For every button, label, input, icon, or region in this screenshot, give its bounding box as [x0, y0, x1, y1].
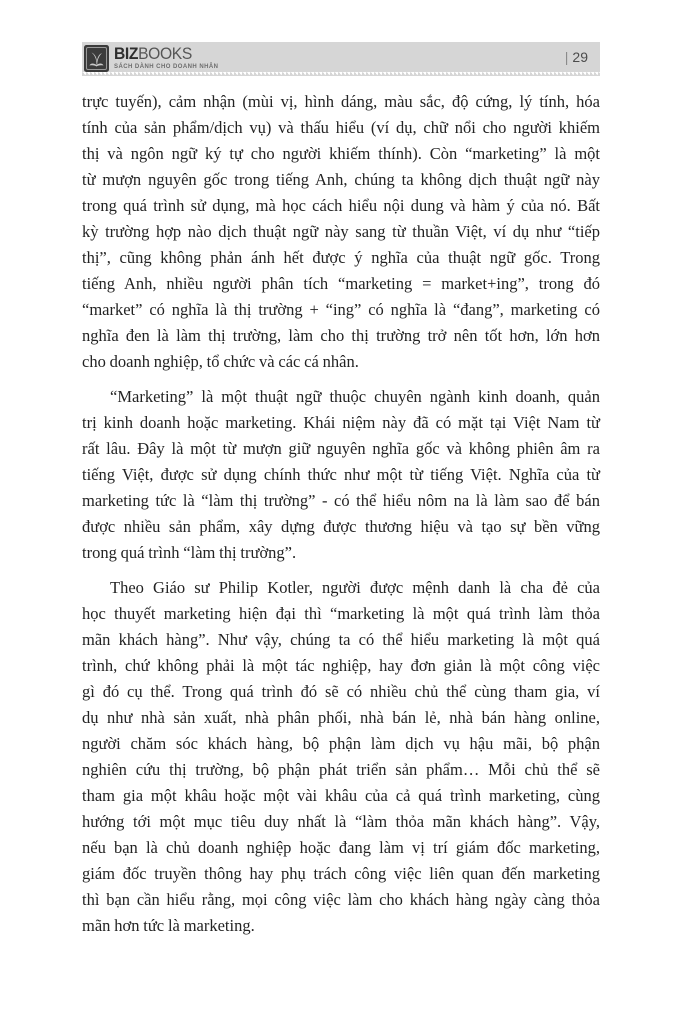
text-line: tính của sản phẩm/dịch vụ) và thấu hiểu (ví dụ, chữ nổi cho người khiếm [82, 118, 600, 137]
page-number-value: 29 [572, 49, 588, 65]
text-line: trực tuyến), cảm nhận (mùi vị, hình dáng, màu sắc, độ cứng, lý tính, hóa [82, 92, 600, 111]
text-line: “market” có nghĩa là thị trường + “ing” có nghĩa là “đang”, marketing có [82, 300, 600, 319]
text-line: được nhiều sản phẩm, xây dựng được thương hiệu và tạo sự bền vững [82, 517, 600, 536]
paragraph [82, 89, 600, 375]
text-line: “Marketing” là một thuật ngữ thuộc chuyên ngành kinh doanh, quản [110, 387, 600, 406]
text-line: rất lâu. Đây là một từ mượn giữ nguyên nghĩa gốc và không phiên âm ra [82, 439, 600, 458]
text-line: thì bạn cần hiểu rằng, mọi công việc làm cho khách hàng ngày càng thỏa [82, 890, 600, 909]
text-line: thị”, cũng không phản ánh hết được ý nghĩa của thuật ngữ gốc. Trong [82, 248, 600, 267]
text-line: marketing tức là “làm thị trường” - có thể hiểu nôm na là làm sao để bán [82, 491, 600, 510]
text-line: giám đốc truyền thông hay phụ trách công việc liên quan đến marketing [82, 864, 600, 883]
text-line: trình, chứ không phải là một tác nghiệp, hay đơn giản là một công việc [82, 656, 600, 675]
text-line: gì đó cụ thể. Trong quá trình đó sẽ có nhiều chủ thể cùng tham gia, ví [82, 682, 600, 701]
brand-text-block [114, 45, 218, 70]
text-line: cho doanh nghiệp, tổ chức và các cá nhân. [82, 352, 359, 371]
page-header [82, 42, 600, 72]
text-line: Theo Giáo sư Philip Kotler, người được mệnh danh là cha đẻ của [110, 578, 600, 597]
page-body [82, 89, 600, 939]
text-line: hướng tới một mục tiêu duy nhất là “làm thỏa mãn khách hàng”. Vậy, [82, 812, 600, 831]
text-line: trong quá trình sử dụng, mà học cách hiểu nội dung và hàm ý của nó. Bất [82, 196, 600, 215]
text-line: nghiên cứu thị trường, bộ phận phát triển sản phẩm… Mỗi chủ thể sẽ [82, 760, 600, 779]
text-line: trong quá trình “làm thị trường”. [82, 543, 297, 562]
brand-secondary-label: BOOKS [138, 43, 192, 63]
text-line: trị kinh doanh hoặc marketing. Khái niệm này đã có mặt tại Việt Nam từ [82, 413, 600, 432]
bizbooks-book-icon [84, 45, 109, 72]
text-line: nghĩa đen là làm thị trường, làm cho thị trường trở nên tốt hơn, lớn hơn [82, 326, 600, 345]
brand-tagline: SÁCH DÀNH CHO DOANH NHÂN [114, 63, 219, 70]
text-line: nếu bạn là chủ doanh nghiệp hoặc đang làm vị trí giám đốc marketing, [82, 838, 600, 857]
page-number-divider: | [564, 49, 569, 65]
paragraph [82, 384, 600, 566]
text-line: mãn khách hàng”. Như vậy, chúng ta có thể hiểu marketing là một quá [82, 630, 600, 649]
text-line: mãn hơn tức là marketing. [82, 916, 255, 935]
text-line: từ mượn nguyên gốc trong tiếng Anh, chúng ta không dịch thuật ngữ này [82, 170, 600, 189]
text-line: dụ như nhà sản xuất, nhà phân phối, nhà bán lẻ, nhà bán hàng online, [82, 708, 600, 727]
paragraph [82, 575, 600, 939]
text-line: người chăm sóc khách hàng, bộ phận làm dịch vụ hậu mãi, bộ phận [82, 734, 600, 753]
text-line: kỳ trường hợp nào dịch thuật ngữ này sang từ thuần Việt, ví dụ như “tiếp [82, 222, 600, 241]
text-line: thị và ngôn ngữ ký tự cho người khiếm thính). Còn “marketing” là một [82, 144, 600, 163]
text-line: tiếng Việt, được sử dụng chính thức như một từ tiếng Việt. Nghĩa của từ [82, 465, 600, 484]
text-line: tham gia một khâu hoặc một vài khâu của cả quá trình marketing, cùng [82, 786, 600, 805]
brand-primary-label: BIZ [114, 43, 139, 63]
brand-wordmark [114, 45, 210, 62]
bizbooks-logo [84, 43, 218, 72]
page-number [565, 49, 588, 65]
text-line: tiếng Anh, nhiều người phân tích “marketing = market+ing”, trong đó [82, 274, 600, 293]
text-line: học thuyết marketing hiện đại thì “marketing là một quá trình làm thỏa [82, 604, 600, 623]
